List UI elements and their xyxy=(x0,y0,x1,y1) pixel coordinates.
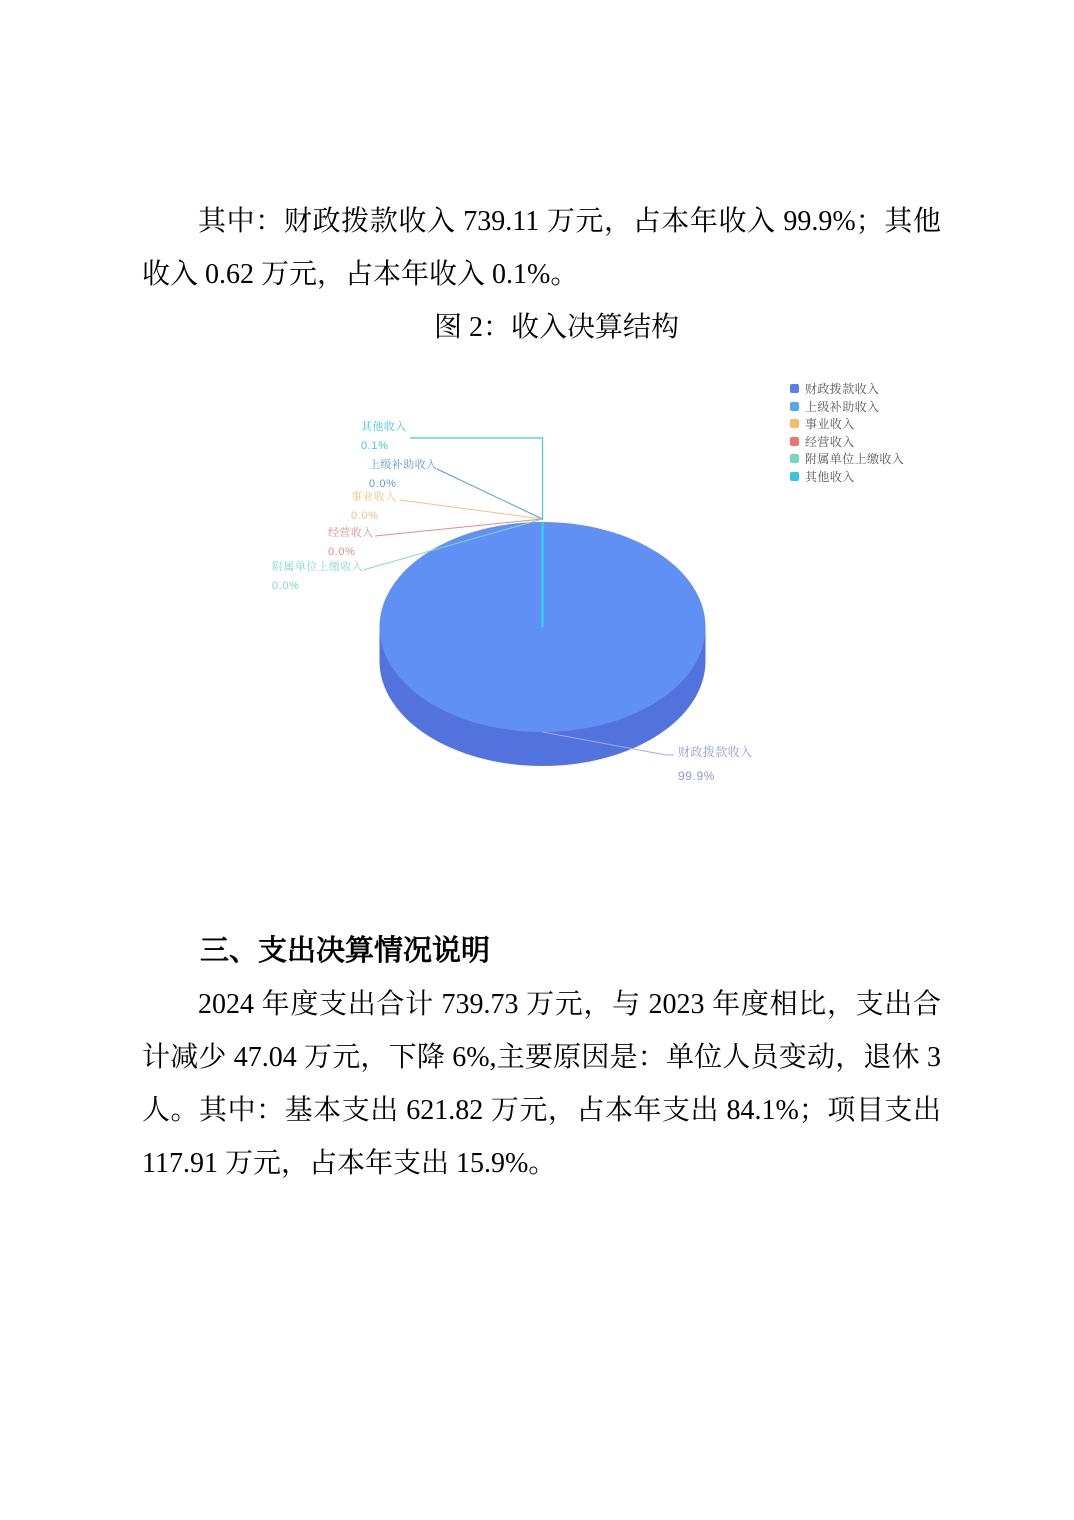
pie-label-fiscal xyxy=(678,740,752,788)
legend-swatch-icon xyxy=(790,384,799,393)
pie-label-subsidy-pct: 0.0% xyxy=(369,478,397,490)
legend-swatch-icon xyxy=(790,472,799,481)
pie-label-fiscal-pct: 99.9% xyxy=(678,769,716,783)
pie-label-business-name: 事业收入 xyxy=(351,491,397,503)
leader-line-business xyxy=(400,500,543,519)
legend-item-operating xyxy=(790,433,904,451)
pie-label-other xyxy=(361,418,407,456)
income-structure-pie-chart xyxy=(0,354,1074,925)
legend-swatch-icon xyxy=(790,437,799,446)
pie-label-other-name: 其他收入 xyxy=(361,421,407,433)
expenditure-paragraph: 2024 年度支出合计 739.73 万元，与 2023 年度相比，支出合计减少 47.04 万元，下降 6%,主要原因是：单位人员变动，退休 3 人。其中：基本支出 621.82 万元，占本年支出 84.1%；项目支出 117.91 万元，占本年支出 15.9%。 xyxy=(142,989,941,1179)
pie-label-operating xyxy=(328,524,374,562)
pie-label-operating-name: 经营收入 xyxy=(328,527,374,539)
legend-item-fiscal xyxy=(790,380,904,398)
pie-label-fiscal-name: 财政拨款收入 xyxy=(678,745,753,759)
pie-label-affiliate xyxy=(272,558,363,596)
legend-swatch-icon xyxy=(790,419,799,428)
pie-chart-canvas xyxy=(0,354,1074,925)
pie-label-operating-pct: 0.0% xyxy=(328,546,356,558)
legend-label: 上级补助收入 xyxy=(805,399,880,414)
legend-item-business xyxy=(790,415,904,433)
income-summary-paragraph: 其中：财政拨款收入 739.11 万元，占本年收入 99.9%；其他收入 0.62 万元，占本年收入 0.1%。 xyxy=(142,206,941,290)
legend-item-affiliate xyxy=(790,450,904,468)
figure-caption: 图 2：收入决算结构 xyxy=(433,312,679,343)
section-heading-expenditure: 三、支出决算情况说明 xyxy=(200,935,491,967)
pie-label-business-pct: 0.0% xyxy=(351,510,379,522)
legend-swatch-icon xyxy=(790,454,799,463)
chart-legend xyxy=(790,380,904,485)
pie-label-affiliate-pct: 0.0% xyxy=(272,580,300,592)
pie-label-affiliate-name: 附属单位上缴收入 xyxy=(272,561,364,573)
pie-label-subsidy-name: 上级补助收入 xyxy=(369,459,438,471)
legend-swatch-icon xyxy=(790,402,799,411)
legend-label: 经营收入 xyxy=(805,434,855,449)
legend-item-subsidy xyxy=(790,398,904,416)
legend-item-other xyxy=(790,468,904,486)
pie-label-other-pct: 0.1% xyxy=(361,440,389,452)
legend-label: 财政拨款收入 xyxy=(805,382,880,397)
legend-label: 事业收入 xyxy=(805,417,855,432)
legend-label: 其他收入 xyxy=(805,469,855,484)
pie-label-business xyxy=(351,488,397,526)
legend-label: 附属单位上缴收入 xyxy=(805,452,905,467)
